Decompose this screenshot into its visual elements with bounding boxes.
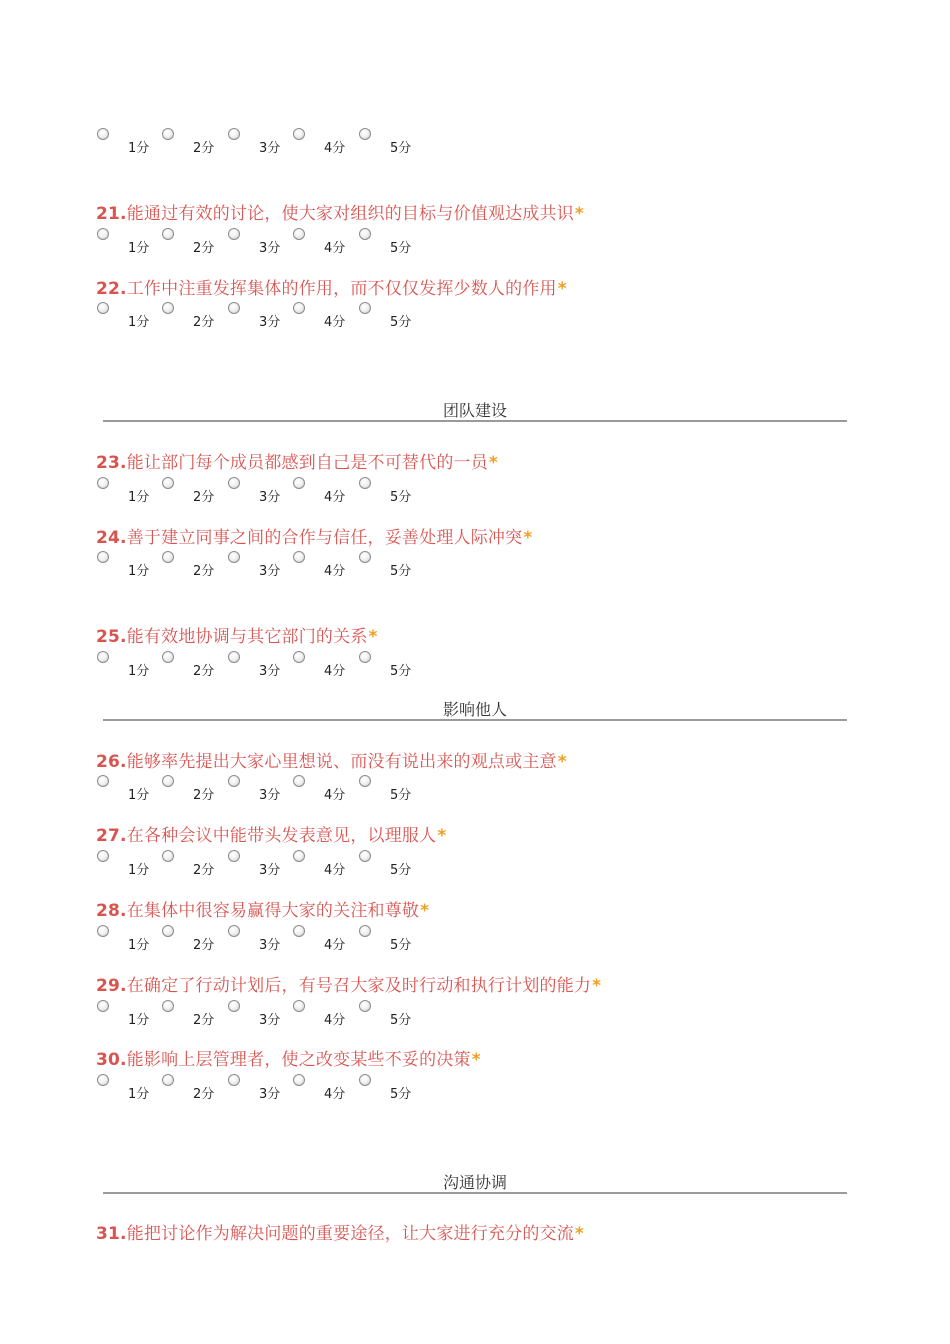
rating-option-label: 2分 bbox=[193, 1087, 215, 1102]
question-title bbox=[96, 274, 567, 299]
rating-option-label: 1分 bbox=[128, 564, 150, 579]
question-text: 在各种会议中能带头发表意见，以理服人 bbox=[126, 826, 437, 846]
rating-option[interactable] bbox=[228, 477, 294, 503]
radio-button[interactable] bbox=[359, 228, 371, 240]
rating-option-label: 1分 bbox=[128, 141, 150, 156]
rating-option[interactable] bbox=[359, 850, 425, 876]
radio-button[interactable] bbox=[293, 651, 305, 663]
rating-option[interactable] bbox=[97, 1000, 163, 1026]
rating-option-label: 4分 bbox=[324, 490, 346, 505]
question-number: 25. bbox=[96, 627, 127, 647]
required-marker: * bbox=[592, 976, 602, 996]
rating-option[interactable] bbox=[359, 1074, 425, 1100]
rating-option-label: 3分 bbox=[259, 241, 281, 256]
radio-button[interactable] bbox=[228, 850, 240, 862]
rating-option[interactable] bbox=[228, 1000, 294, 1026]
rating-option-label: 1分 bbox=[128, 241, 150, 256]
rating-option-label: 3分 bbox=[259, 141, 281, 156]
rating-option[interactable] bbox=[162, 477, 228, 503]
radio-button[interactable] bbox=[162, 228, 174, 240]
question-number: 26. bbox=[96, 752, 127, 772]
question-title bbox=[96, 523, 532, 548]
section-heading-team: 团队建设 bbox=[442, 401, 507, 420]
question-number: 23. bbox=[96, 453, 127, 473]
question-number: 31. bbox=[96, 1224, 127, 1244]
rating-option[interactable] bbox=[359, 302, 425, 328]
rating-option[interactable] bbox=[359, 477, 425, 503]
rating-option[interactable] bbox=[162, 551, 228, 577]
question-title bbox=[96, 896, 429, 921]
rating-option-label: 3分 bbox=[259, 1013, 281, 1028]
rating-option[interactable] bbox=[228, 128, 294, 154]
rating-option[interactable] bbox=[359, 651, 425, 677]
rating-option-label: 5分 bbox=[390, 490, 412, 505]
radio-button[interactable] bbox=[97, 651, 109, 663]
required-marker: * bbox=[471, 1050, 481, 1070]
rating-option-label: 5分 bbox=[390, 788, 412, 803]
rating-option-label: 2分 bbox=[193, 938, 215, 953]
radio-button[interactable] bbox=[359, 925, 371, 937]
question-number: 21. bbox=[96, 204, 127, 224]
rating-option[interactable] bbox=[97, 302, 163, 328]
radio-button[interactable] bbox=[162, 775, 174, 787]
rating-option[interactable] bbox=[162, 302, 228, 328]
radio-button[interactable] bbox=[162, 477, 174, 489]
radio-button[interactable] bbox=[359, 302, 371, 314]
radio-button[interactable] bbox=[162, 651, 174, 663]
question-text: 在集体中很容易赢得大家的关注和尊敬 bbox=[126, 901, 420, 921]
rating-option[interactable] bbox=[162, 775, 228, 801]
section-heading-influence: 影响他人 bbox=[442, 700, 507, 719]
radio-button[interactable] bbox=[293, 228, 305, 240]
rating-option[interactable] bbox=[359, 775, 425, 801]
radio-button[interactable] bbox=[97, 850, 109, 862]
radio-button[interactable] bbox=[162, 1000, 174, 1012]
rating-option-label: 3分 bbox=[259, 788, 281, 803]
radio-button[interactable] bbox=[97, 775, 109, 787]
question-number: 27. bbox=[96, 826, 127, 846]
radio-button[interactable] bbox=[97, 925, 109, 937]
required-marker: * bbox=[574, 204, 585, 224]
radio-button[interactable] bbox=[162, 1074, 174, 1086]
rating-option-label: 3分 bbox=[259, 315, 281, 330]
rating-option-label: 1分 bbox=[128, 938, 150, 953]
radio-button[interactable] bbox=[293, 775, 305, 787]
rating-option[interactable] bbox=[97, 925, 163, 951]
rating-option-label: 1分 bbox=[128, 788, 150, 803]
radio-button[interactable] bbox=[162, 128, 174, 140]
radio-button[interactable] bbox=[228, 477, 240, 489]
question-text: 善于建立同事之间的合作与信任，妥善处理人际冲突 bbox=[126, 528, 523, 548]
rating-option[interactable] bbox=[97, 228, 163, 254]
rating-option-label: 2分 bbox=[193, 241, 215, 256]
rating-option[interactable] bbox=[162, 925, 228, 951]
radio-button[interactable] bbox=[293, 1000, 305, 1012]
rating-option[interactable] bbox=[293, 228, 359, 254]
radio-button[interactable] bbox=[228, 302, 240, 314]
rating-option[interactable] bbox=[97, 651, 163, 677]
radio-button[interactable] bbox=[228, 128, 240, 140]
rating-option-label: 4分 bbox=[324, 141, 346, 156]
radio-button[interactable] bbox=[228, 651, 240, 663]
question-text: 在确定了行动计划后，有号召大家及时行动和执行计划的能力 bbox=[126, 976, 592, 996]
section-heading-communication: 沟通协调 bbox=[442, 1173, 507, 1192]
rating-option[interactable] bbox=[228, 551, 294, 577]
rating-option[interactable] bbox=[359, 551, 425, 577]
rating-option-label: 2分 bbox=[193, 564, 215, 579]
radio-button[interactable] bbox=[293, 925, 305, 937]
rating-option-label: 4分 bbox=[324, 241, 346, 256]
rating-option[interactable] bbox=[293, 775, 359, 801]
question-text: 能影响上层管理者，使之改变某些不妥的决策 bbox=[126, 1050, 471, 1070]
radio-button[interactable] bbox=[97, 477, 109, 489]
radio-button[interactable] bbox=[293, 477, 305, 489]
rating-option-label: 5分 bbox=[390, 1013, 412, 1028]
radio-button[interactable] bbox=[97, 228, 109, 240]
rating-option[interactable] bbox=[162, 651, 228, 677]
required-marker: * bbox=[437, 826, 447, 846]
rating-option[interactable] bbox=[97, 775, 163, 801]
rating-option-label: 4分 bbox=[324, 315, 346, 330]
radio-button[interactable] bbox=[162, 925, 174, 937]
question-number: 30. bbox=[96, 1050, 127, 1070]
rating-option-label: 1分 bbox=[128, 1013, 150, 1028]
question-text: 能够率先提出大家心里想说、而没有说出来的观点或主意 bbox=[126, 752, 557, 772]
required-marker: * bbox=[557, 752, 567, 772]
question-title bbox=[96, 622, 378, 647]
rating-option-label: 2分 bbox=[193, 315, 215, 330]
rating-option[interactable] bbox=[162, 228, 228, 254]
rating-option[interactable] bbox=[97, 551, 163, 577]
section-divider bbox=[103, 1192, 847, 1194]
required-marker: * bbox=[523, 528, 533, 548]
rating-option[interactable] bbox=[228, 1074, 294, 1100]
rating-option[interactable] bbox=[162, 850, 228, 876]
rating-option[interactable] bbox=[359, 925, 425, 951]
rating-option-label: 2分 bbox=[193, 490, 215, 505]
radio-button[interactable] bbox=[97, 128, 109, 140]
rating-option-label: 1分 bbox=[128, 315, 150, 330]
section-divider bbox=[103, 719, 847, 721]
radio-button[interactable] bbox=[293, 551, 305, 563]
radio-button[interactable] bbox=[228, 1074, 240, 1086]
rating-option[interactable] bbox=[162, 1074, 228, 1100]
rating-option-label: 1分 bbox=[128, 1087, 150, 1102]
rating-option-label: 2分 bbox=[193, 788, 215, 803]
rating-option[interactable] bbox=[293, 302, 359, 328]
radio-button[interactable] bbox=[228, 775, 240, 787]
question-text: 能把讨论作为解决问题的重要途径，让大家进行充分的交流 bbox=[126, 1224, 574, 1244]
section-divider bbox=[103, 420, 847, 422]
rating-option[interactable] bbox=[359, 128, 425, 154]
question-number: 29. bbox=[96, 976, 127, 996]
radio-button[interactable] bbox=[162, 551, 174, 563]
rating-option[interactable] bbox=[293, 925, 359, 951]
radio-button[interactable] bbox=[359, 775, 371, 787]
rating-option-label: 5分 bbox=[390, 664, 412, 679]
rating-option-label: 4分 bbox=[324, 1013, 346, 1028]
rating-option[interactable] bbox=[293, 850, 359, 876]
radio-button[interactable] bbox=[97, 302, 109, 314]
rating-option[interactable] bbox=[359, 1000, 425, 1026]
rating-option[interactable] bbox=[228, 651, 294, 677]
rating-option[interactable] bbox=[228, 850, 294, 876]
rating-option-label: 5分 bbox=[390, 938, 412, 953]
rating-option[interactable] bbox=[293, 651, 359, 677]
rating-option[interactable] bbox=[228, 925, 294, 951]
rating-option[interactable] bbox=[97, 477, 163, 503]
rating-option[interactable] bbox=[97, 128, 163, 154]
radio-button[interactable] bbox=[359, 651, 371, 663]
radio-button[interactable] bbox=[359, 551, 371, 563]
rating-option-label: 2分 bbox=[193, 664, 215, 679]
rating-option-label: 4分 bbox=[324, 788, 346, 803]
rating-option[interactable] bbox=[162, 128, 228, 154]
rating-option-label: 5分 bbox=[390, 241, 412, 256]
question-title bbox=[96, 971, 601, 996]
radio-button[interactable] bbox=[97, 551, 109, 563]
radio-button[interactable] bbox=[359, 1000, 371, 1012]
question-number: 28. bbox=[96, 901, 127, 921]
required-marker: * bbox=[557, 279, 567, 299]
radio-button[interactable] bbox=[228, 228, 240, 240]
radio-button[interactable] bbox=[293, 1074, 305, 1086]
question-title bbox=[96, 199, 584, 224]
radio-button[interactable] bbox=[359, 850, 371, 862]
required-marker: * bbox=[488, 453, 499, 473]
question-text: 能有效地协调与其它部门的关系 bbox=[126, 627, 368, 647]
rating-option-label: 1分 bbox=[128, 490, 150, 505]
question-text: 能让部门每个成员都感到自己是不可替代的一员 bbox=[126, 453, 488, 473]
question-text: 能通过有效的讨论，使大家对组织的目标与价值观达成共识 bbox=[126, 204, 574, 224]
rating-option-label: 2分 bbox=[193, 863, 215, 878]
radio-button[interactable] bbox=[359, 1074, 371, 1086]
rating-option-label: 2分 bbox=[193, 141, 215, 156]
radio-button[interactable] bbox=[293, 128, 305, 140]
radio-button[interactable] bbox=[359, 477, 371, 489]
question-title bbox=[96, 1045, 481, 1070]
rating-option[interactable] bbox=[97, 1074, 163, 1100]
question-number: 24. bbox=[96, 528, 127, 548]
rating-option-label: 3分 bbox=[259, 1087, 281, 1102]
question-title bbox=[96, 747, 567, 772]
question-title bbox=[96, 448, 498, 473]
radio-button[interactable] bbox=[293, 302, 305, 314]
rating-option-label: 4分 bbox=[324, 1087, 346, 1102]
radio-button[interactable] bbox=[228, 551, 240, 563]
question-title bbox=[96, 1219, 584, 1244]
rating-option[interactable] bbox=[293, 551, 359, 577]
rating-option[interactable] bbox=[228, 302, 294, 328]
rating-option-label: 4分 bbox=[324, 863, 346, 878]
radio-button[interactable] bbox=[228, 1000, 240, 1012]
rating-option[interactable] bbox=[228, 228, 294, 254]
required-marker: * bbox=[420, 901, 430, 921]
required-marker: * bbox=[574, 1224, 585, 1244]
required-marker: * bbox=[368, 627, 378, 647]
radio-button[interactable] bbox=[162, 850, 174, 862]
radio-button[interactable] bbox=[97, 1074, 109, 1086]
rating-option-label: 1分 bbox=[128, 664, 150, 679]
radio-button[interactable] bbox=[293, 850, 305, 862]
rating-option-label: 4分 bbox=[324, 938, 346, 953]
rating-option-label: 3分 bbox=[259, 938, 281, 953]
rating-option[interactable] bbox=[293, 128, 359, 154]
rating-option[interactable] bbox=[293, 1000, 359, 1026]
rating-option[interactable] bbox=[293, 477, 359, 503]
rating-option-label: 4分 bbox=[324, 664, 346, 679]
rating-option[interactable] bbox=[359, 228, 425, 254]
rating-option[interactable] bbox=[228, 775, 294, 801]
rating-option-label: 3分 bbox=[259, 490, 281, 505]
radio-button[interactable] bbox=[162, 302, 174, 314]
rating-option-label: 5分 bbox=[390, 863, 412, 878]
rating-option-label: 3分 bbox=[259, 564, 281, 579]
radio-button[interactable] bbox=[359, 128, 371, 140]
question-title bbox=[96, 821, 446, 846]
rating-option-label: 3分 bbox=[259, 863, 281, 878]
radio-button[interactable] bbox=[97, 1000, 109, 1012]
radio-button[interactable] bbox=[228, 925, 240, 937]
rating-option[interactable] bbox=[293, 1074, 359, 1100]
rating-option-label: 2分 bbox=[193, 1013, 215, 1028]
question-text: 工作中注重发挥集体的作用，而不仅仅发挥少数人的作用 bbox=[126, 279, 557, 299]
rating-option[interactable] bbox=[97, 850, 163, 876]
rating-option-label: 4分 bbox=[324, 564, 346, 579]
rating-option-label: 5分 bbox=[390, 141, 412, 156]
rating-option-label: 3分 bbox=[259, 664, 281, 679]
rating-option[interactable] bbox=[162, 1000, 228, 1026]
question-number: 22. bbox=[96, 279, 127, 299]
rating-option-label: 1分 bbox=[128, 863, 150, 878]
rating-option-label: 5分 bbox=[390, 1087, 412, 1102]
rating-option-label: 5分 bbox=[390, 564, 412, 579]
rating-option-label: 5分 bbox=[390, 315, 412, 330]
